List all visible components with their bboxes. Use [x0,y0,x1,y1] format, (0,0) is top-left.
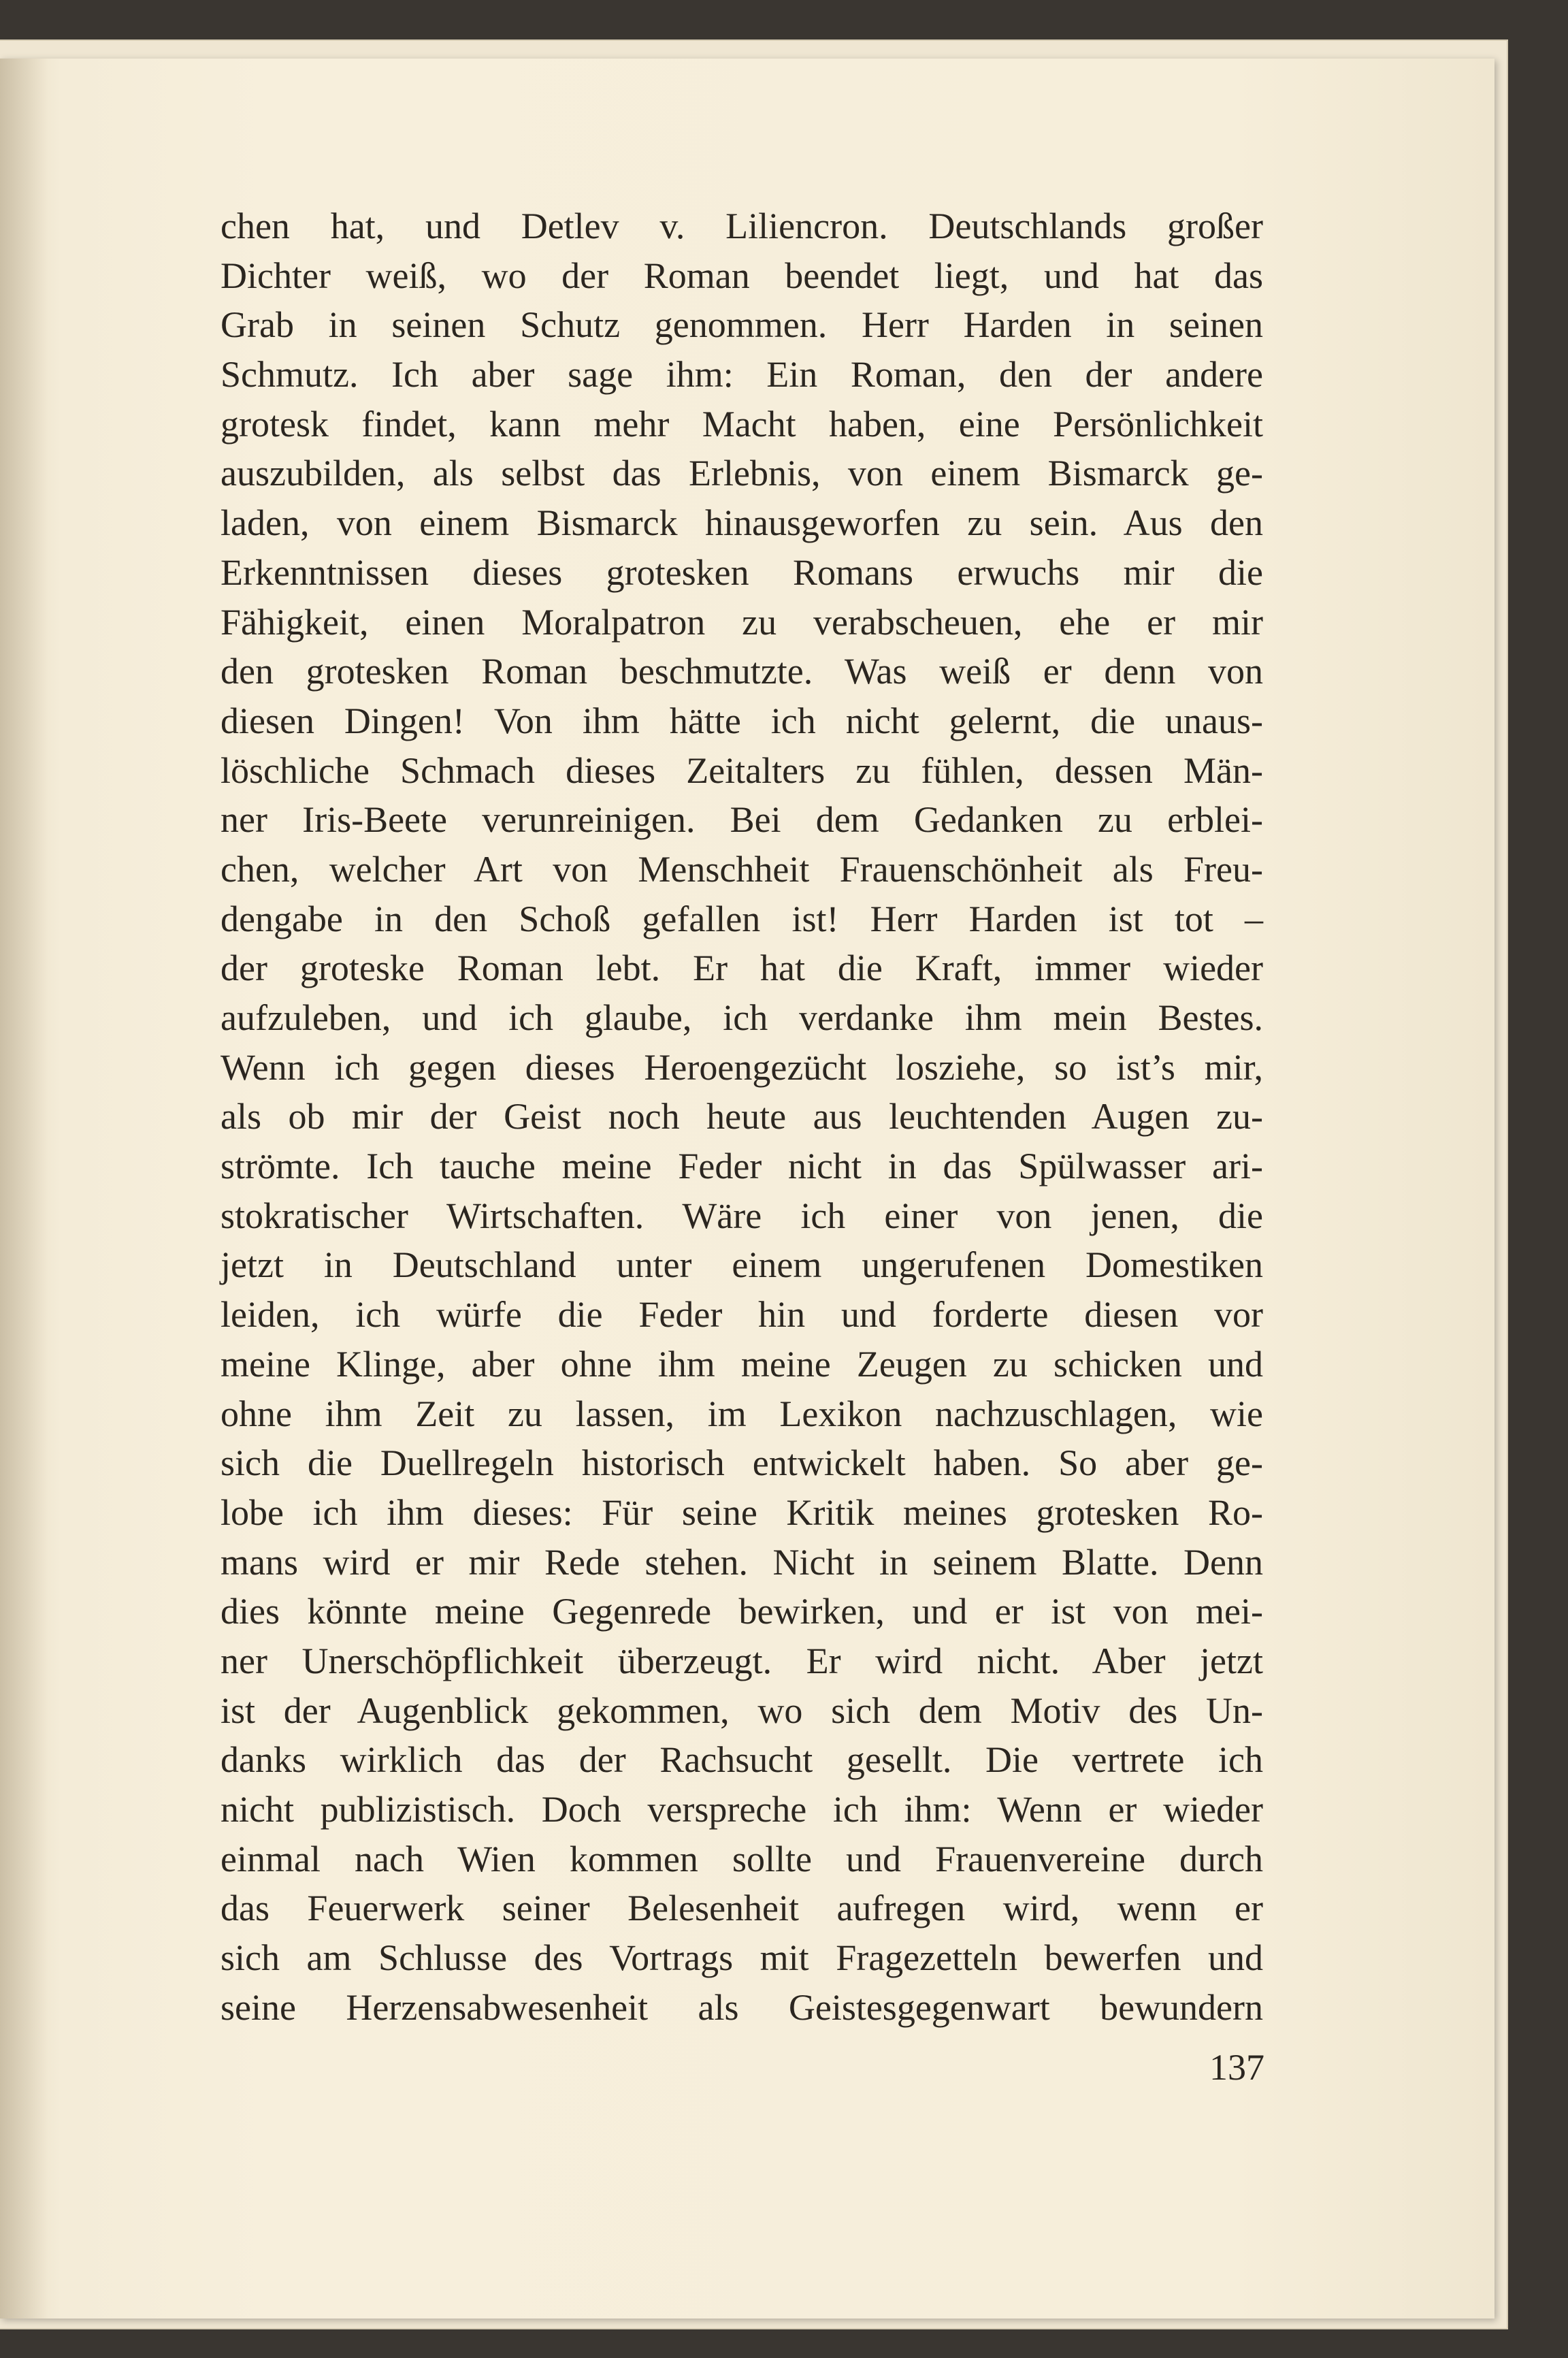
text-line: Dichter weiß, wo der Roman beendet liegt, und hat das [220,255,1263,296]
text-line: jetzt in Deutschland unter einem ungerufenen Domestiken [220,1244,1263,1286]
text-line: dengabe in den Schoß gefallen ist! Herr Harden ist tot – [220,898,1263,939]
text-line: einmal nach Wien kommen sollte und Frauenvereine durch [220,1838,1263,1879]
page-gutter-shadow [0,59,48,2319]
text-line: laden, von einem Bismarck hinausgeworfen zu sein. Aus den [220,502,1263,544]
text-line: aufzuleben, und ich glaube, ich verdanke ihm mein Bestes. [220,997,1263,1038]
text-line: chen hat, und Detlev v. Liliencron. Deutschlands großer [220,206,1263,246]
text-line: dies könnte meine Gegenrede bewirken, und er ist von mei- [220,1591,1263,1632]
text-line: löschliche Schmach dieses Zeitalters zu fühlen, dessen Män- [220,749,1263,791]
text-line: der groteske Roman lebt. Er hat die Kraft, immer wieder [220,948,1263,989]
text-line: seine Herzensabwesenheit als Geistesgegenwart bewundern [220,1986,1263,2028]
text-line: ner Iris-Beete verunreinigen. Bei dem Gedanken zu erblei- [220,799,1263,841]
text-line: grotesk findet, kann mehr Macht haben, eine Persönlichkeit [220,403,1263,445]
text-line: lobe ich ihm dieses: Für seine Kritik meines grotesken Ro- [220,1491,1263,1533]
text-line: den grotesken Roman beschmutzte. Was weiß er denn von [220,651,1263,692]
page-number: 137 [1209,2047,1264,2088]
text-line: stokratischer Wirtschaften. Wäre ich einer von jenen, die [220,1195,1263,1236]
text-line: das Feuerwerk seiner Belesenheit aufregen wird, wenn er [220,1888,1263,1929]
text-line: sich die Duellregeln historisch entwickelt haben. So aber ge- [220,1442,1263,1484]
text-line: diesen Dingen! Von ihm hätte ich nicht gelernt, die unaus- [220,700,1263,741]
text-line: nicht publizistisch. Doch verspreche ich ihm: Wenn er wieder [220,1789,1263,1830]
text-line: leiden, ich würfe die Feder hin und forderte diesen vor [220,1294,1263,1336]
text-line: ist der Augenblick gekommen, wo sich dem Motiv des Un- [220,1690,1263,1731]
body-text [220,201,1263,2032]
text-line: meine Klinge, aber ohne ihm meine Zeugen zu schicken und [220,1343,1263,1385]
text-line: Grab in seinen Schutz genommen. Herr Harden in seinen [220,304,1263,346]
text-line: Wenn ich gegen dieses Heroengezücht losziehe, so ist’s mir, [220,1046,1263,1088]
text-line: mans wird er mir Rede stehen. Nicht in seinem Blatte. Denn [220,1541,1263,1583]
text-line: strömte. Ich tauche meine Feder nicht in das Spülwasser ari- [220,1146,1263,1187]
text-line: ner Unerschöpflichkeit überzeugt. Er wird nicht. Aber jetzt [220,1640,1263,1681]
text-line: Fähigkeit, einen Moralpatron zu verabscheuen, ehe er mir [220,601,1263,643]
text-line: als ob mir der Geist noch heute aus leuchtenden Augen zu- [220,1096,1263,1137]
text-line: danks wirklich das der Rachsucht gesellt. Die vertrete ich [220,1739,1263,1781]
text-line: Erkenntnissen dieses grotesken Romans erwuchs mir die [220,551,1263,593]
text-line: chen, welcher Art von Menschheit Frauenschönheit als Freu- [220,848,1263,890]
text-line: Schmutz. Ich aber sage ihm: Ein Roman, den der andere [220,354,1263,395]
text-line: auszubilden, als selbst das Erlebnis, von einem Bismarck ge- [220,453,1263,494]
text-line: sich am Schlusse des Vortrags mit Fragezetteln bewerfen und [220,1937,1263,1979]
text-line: ohne ihm Zeit zu lassen, im Lexikon nachzuschlagen, wie [220,1393,1263,1434]
